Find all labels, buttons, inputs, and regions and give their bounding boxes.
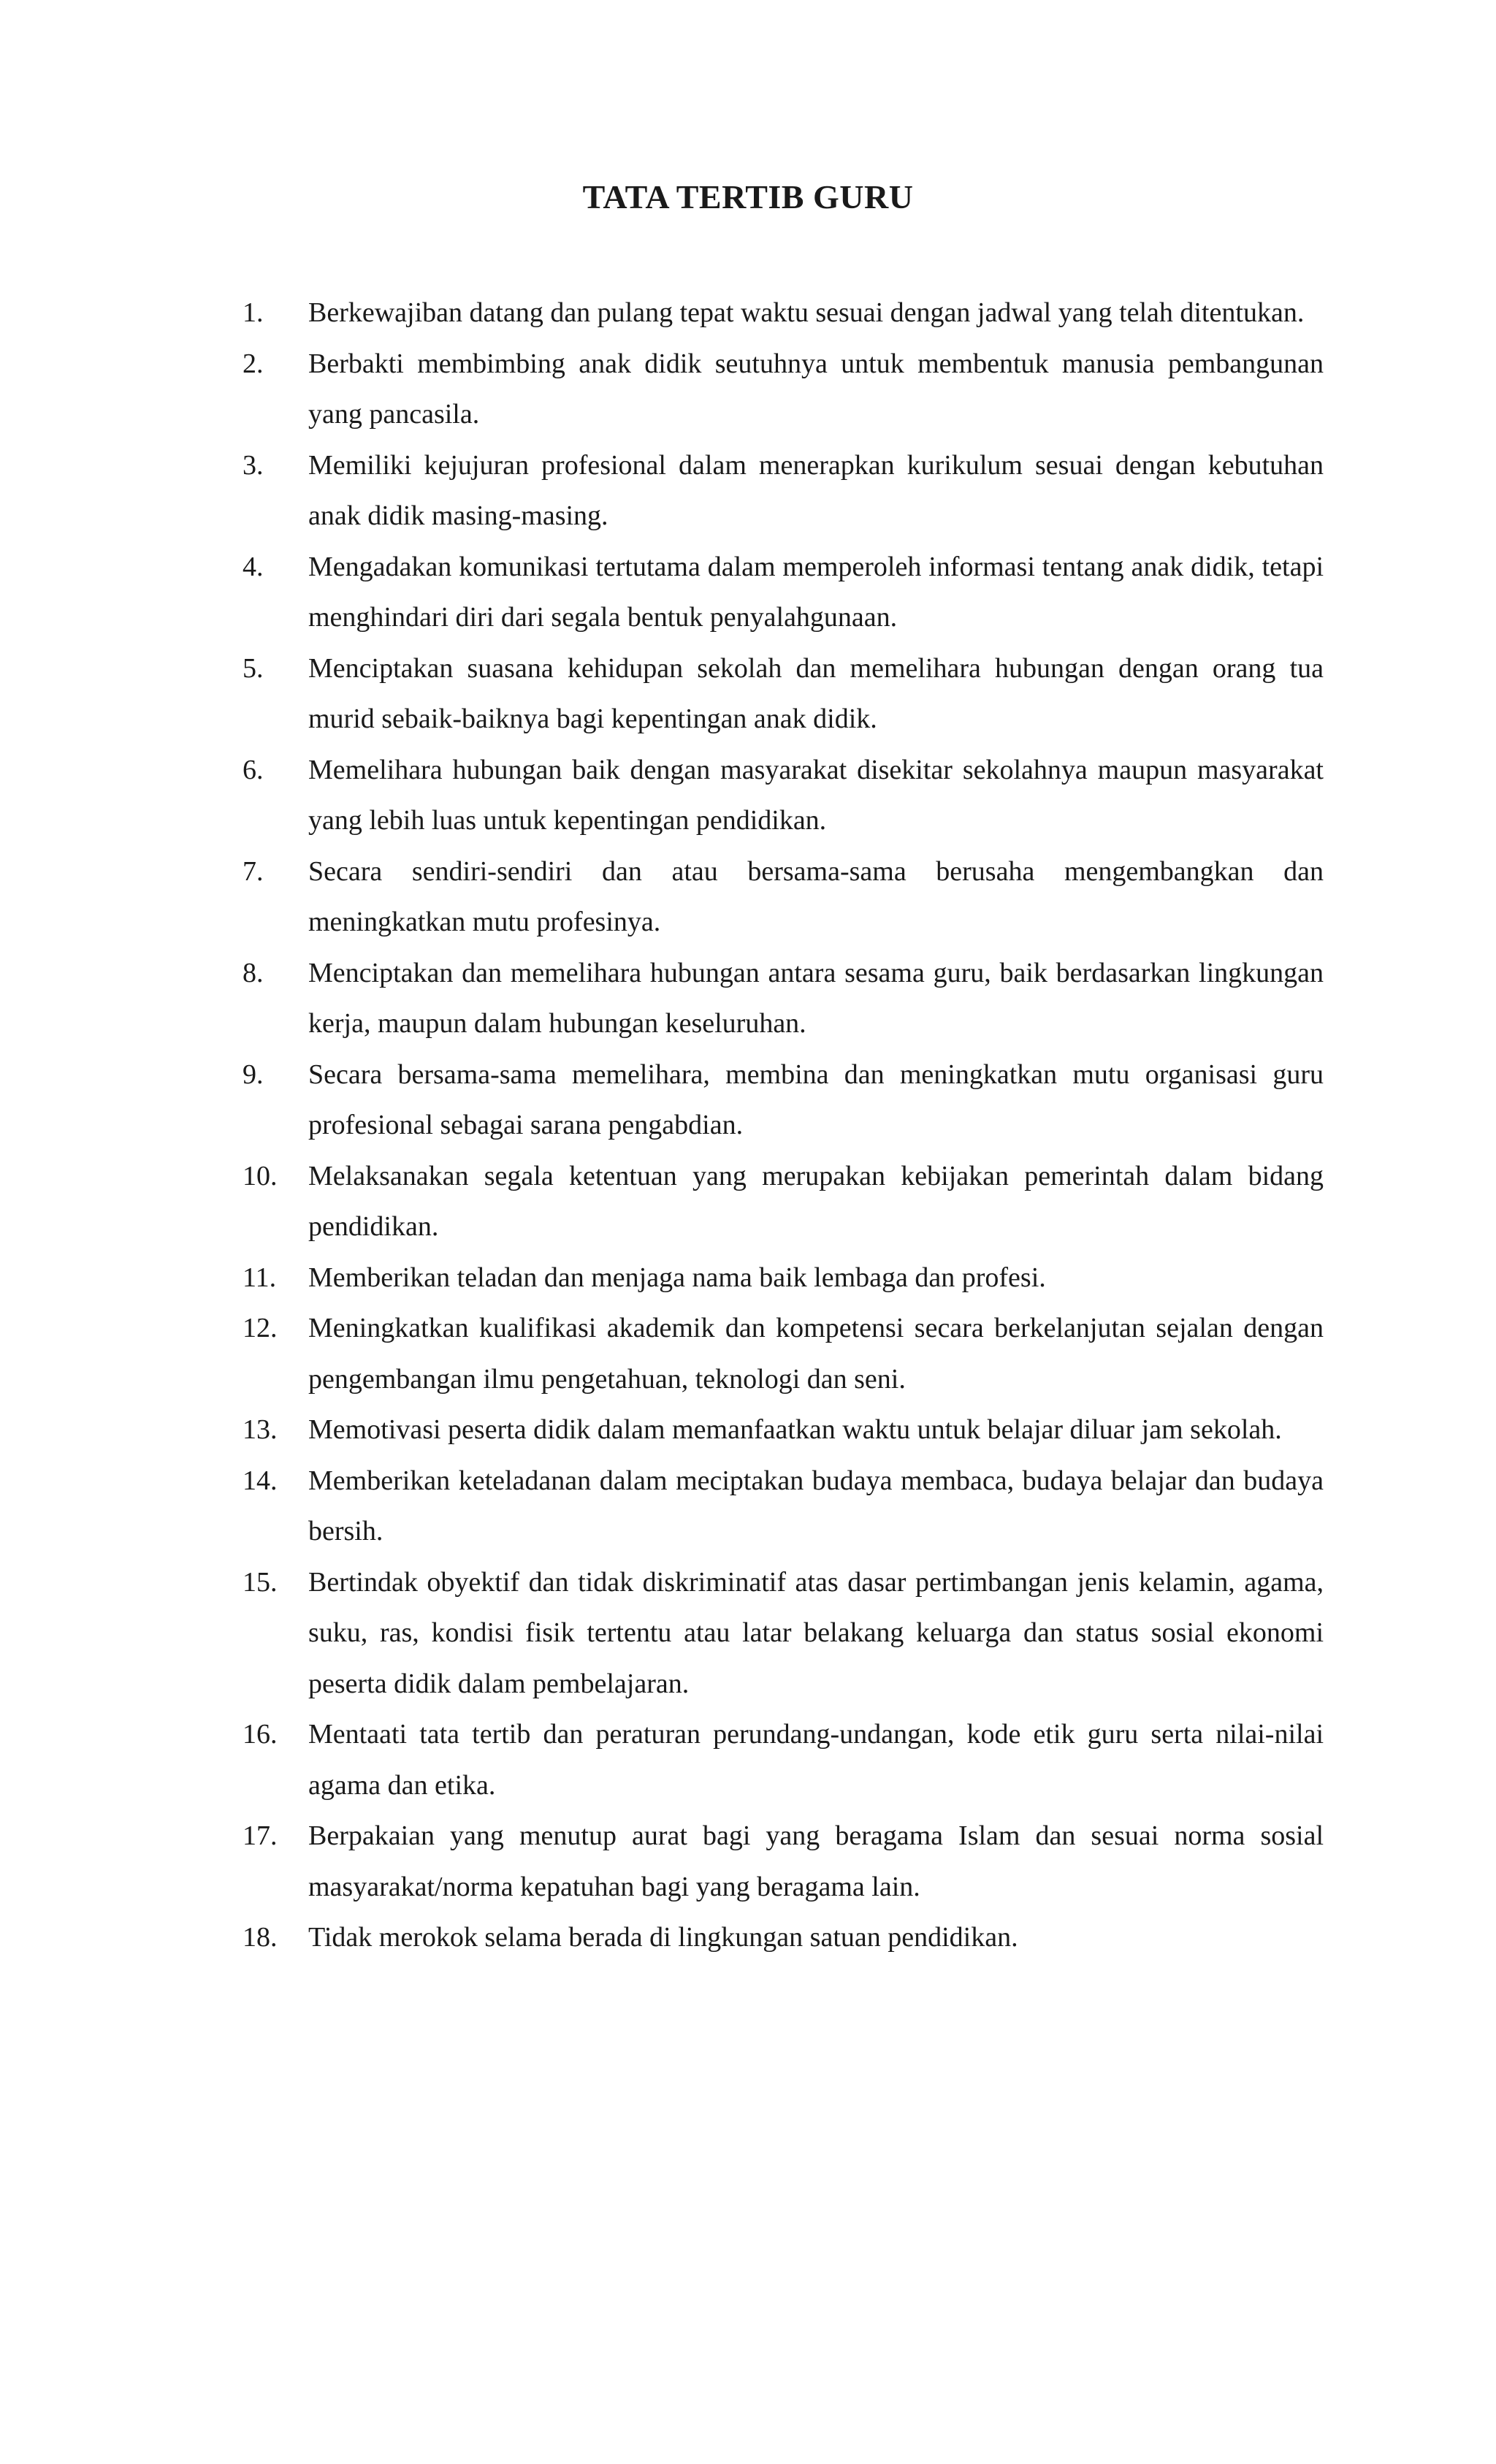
rule-number: 7. <box>243 855 264 887</box>
rules-list <box>243 288 1324 1964</box>
rule-item-1 <box>243 288 1324 339</box>
rule-number: 2. <box>243 348 264 379</box>
rule-text: Bertindak obyektif dan tidak diskriminatif atas dasar pertimbangan jenis kelamin, agama, suku, ras, kondisi fisik tertentu atau latar belakang keluarga dan status sosial ekonomi peserta didik dalam pembelajaran. <box>308 1566 1324 1699</box>
page-title: TATA TERTIB GURU <box>582 178 914 215</box>
rule-item-10 <box>243 1151 1324 1253</box>
rule-number: 3. <box>243 449 264 481</box>
rule-item-2 <box>243 339 1324 440</box>
rule-text: Meningkatkan kualifikasi akademik dan kompetensi secara berkelanjutan sejalan dengan pengembangan ilmu pengetahuan, teknologi dan seni. <box>308 1313 1324 1395</box>
rule-item-15 <box>243 1557 1324 1710</box>
rule-number: 12. <box>243 1313 278 1343</box>
rule-number: 10. <box>243 1160 278 1191</box>
rule-text: Mentaati tata tertib dan peraturan perundang-undangan, kode etik guru serta nilai-nilai agama dan etika. <box>308 1719 1324 1801</box>
rule-number: 4. <box>243 551 264 582</box>
rule-item-12 <box>243 1303 1324 1405</box>
rule-item-17 <box>243 1811 1324 1912</box>
rule-text: Menciptakan dan memelihara hubungan antara sesama guru, baik berdasarkan lingkungan kerja, maupun dalam hubungan keseluruhan. <box>308 957 1324 1039</box>
rule-text: Memelihara hubungan baik dengan masyarakat disekitar sekolahnya maupun masyarakat yang lebih luas untuk kepentingan pendidikan. <box>308 754 1324 836</box>
rule-item-8 <box>243 948 1324 1050</box>
rule-text: Secara sendiri-sendiri dan atau bersama-sama berusaha mengembangkan dan meningkatkan mutu profesinya. <box>308 855 1324 937</box>
rule-text: Berkewajiban datang dan pulang tepat waktu sesuai dengan jadwal yang telah ditentukan. <box>308 297 1305 328</box>
rule-number: 15. <box>243 1566 278 1598</box>
rule-text: Berpakaian yang menutup aurat bagi yang beragama Islam dan sesuai norma sosial masyarakat/norma kepatuhan bagi yang beragama lain. <box>308 1820 1324 1902</box>
rule-item-7 <box>243 847 1324 948</box>
rule-number: 8. <box>243 957 264 988</box>
rule-text: Mengadakan komunikasi tertutama dalam memperoleh informasi tentang anak didik, tetapi menghindari diri dari segala bentuk penyalahgunaan. <box>308 551 1324 633</box>
rule-number: 14. <box>243 1465 278 1496</box>
rule-number: 5. <box>243 652 264 684</box>
rule-text: Melaksanakan segala ketentuan yang merupakan kebijakan pemerintah dalam bidang pendidikan. <box>308 1160 1324 1242</box>
rule-text: Berbakti membimbing anak didik seutuhnya untuk membentuk manusia pembangunan yang pancasila. <box>308 348 1324 430</box>
rule-item-11 <box>243 1253 1324 1304</box>
rule-number: 11. <box>243 1262 277 1293</box>
rule-item-4 <box>243 542 1324 644</box>
rule-text: Memotivasi peserta didik dalam memanfaatkan waktu untuk belajar diluar jam sekolah. <box>308 1414 1282 1445</box>
rule-item-16 <box>243 1709 1324 1811</box>
rule-text: Secara bersama-sama memelihara, membina dan meningkatkan mutu organisasi guru profesional sebagai sarana pengabdian. <box>308 1059 1324 1140</box>
rule-item-14 <box>243 1456 1324 1557</box>
rule-item-5 <box>243 644 1324 745</box>
rule-text: Memberikan teladan dan menjaga nama baik lembaga dan profesi. <box>308 1262 1046 1293</box>
rule-number: 16. <box>243 1719 278 1750</box>
rule-item-9 <box>243 1050 1324 1151</box>
rule-text: Menciptakan suasana kehidupan sekolah dan memelihara hubungan dengan orang tua murid sebaik-baiknya bagi kepentingan anak didik. <box>308 652 1324 734</box>
rule-item-13 <box>243 1405 1324 1456</box>
rule-item-6 <box>243 745 1324 847</box>
rule-number: 6. <box>243 754 264 785</box>
rule-number: 18. <box>243 1922 278 1953</box>
rule-item-3 <box>243 440 1324 542</box>
rule-text: Memberikan keteladanan dalam meciptakan budaya membaca, budaya belajar dan budaya bersih. <box>308 1465 1324 1546</box>
rule-item-18 <box>243 1912 1324 1964</box>
rule-number: 9. <box>243 1059 264 1090</box>
rule-number: 17. <box>243 1820 278 1851</box>
rule-number: 13. <box>243 1414 278 1445</box>
rule-text: Tidak merokok selama berada di lingkungan satuan pendidikan. <box>308 1922 1018 1953</box>
rule-number: 1. <box>243 297 264 328</box>
rule-text: Memiliki kejujuran profesional dalam menerapkan kurikulum sesuai dengan kebutuhan anak didik masing-masing. <box>308 449 1324 531</box>
